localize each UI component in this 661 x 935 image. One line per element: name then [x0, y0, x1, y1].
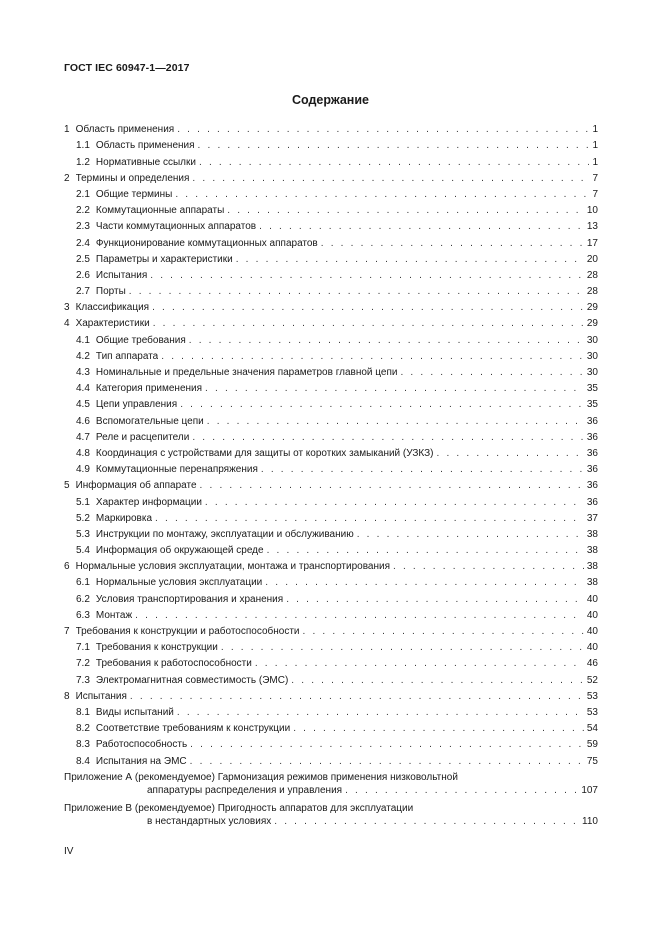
- toc-entry-page: 36: [586, 464, 598, 476]
- toc-entry-label: Части коммутационных аппаратов: [95, 221, 257, 233]
- toc-entry-page: 37: [586, 512, 598, 524]
- toc-entry-number: 4.2: [76, 350, 90, 362]
- toc-dot-leader: [261, 464, 584, 476]
- toc-entry-page: 1: [592, 140, 598, 152]
- toc-entry-number: 8.1: [76, 706, 90, 718]
- toc-entry-number: 2: [64, 172, 70, 184]
- toc-entry[interactable]: [64, 606, 598, 622]
- toc-entry-number: 7.3: [76, 674, 90, 686]
- toc-entry[interactable]: [64, 735, 598, 751]
- toc-entry-number: 6.2: [76, 593, 90, 605]
- toc-entry-label: Координация с устройствами для защиты от коротких замыканий (УЗКЗ): [95, 447, 434, 459]
- toc-entry[interactable]: [64, 250, 598, 266]
- toc-entry-number: 8.4: [76, 755, 90, 767]
- toc-entry[interactable]: [64, 185, 598, 201]
- toc-entry[interactable]: [64, 719, 598, 735]
- toc-entry-number: 1.2: [76, 156, 90, 168]
- toc-entry-number: 2.2: [76, 205, 90, 217]
- toc-entry-page: 30: [586, 334, 598, 346]
- toc-entry-page: 1: [592, 124, 598, 136]
- toc-entry-page: 30: [586, 350, 598, 362]
- toc-dot-leader: [150, 270, 584, 282]
- toc-entry[interactable]: [64, 541, 598, 557]
- toc-entry-number: 2.3: [76, 221, 90, 233]
- appendix-subtitle: аппаратуры распределения и управления: [147, 784, 343, 796]
- toc-entry-label: Виды испытаний: [95, 706, 174, 718]
- toc-entry-page: 29: [586, 318, 598, 330]
- toc-dot-leader: [293, 723, 584, 735]
- toc-entry-page: 29: [586, 302, 598, 314]
- toc-dot-leader: [198, 140, 590, 152]
- toc-entry-number: 2.7: [76, 286, 90, 298]
- toc-entry-page: 28: [586, 269, 598, 281]
- toc-entry-page: 36: [586, 480, 598, 492]
- toc-entry-number: 2.5: [76, 253, 90, 265]
- toc-entry-number: 7.1: [76, 642, 90, 654]
- toc-entry-label: Работоспособность: [95, 739, 188, 751]
- toc-entry-page: 35: [586, 383, 598, 395]
- toc-entry-page: 36: [586, 447, 598, 459]
- toc-entry-page: 36: [586, 496, 598, 508]
- toc-entry[interactable]: [64, 411, 598, 427]
- toc-dot-leader: [161, 351, 584, 363]
- toc-entry-label: Порты: [95, 286, 126, 298]
- toc-appendix-entry[interactable]: [64, 768, 598, 797]
- toc-entry-page: 30: [586, 367, 598, 378]
- toc-entry[interactable]: [64, 266, 598, 282]
- toc-entry-page: 28: [586, 286, 598, 298]
- toc-entry-page: 1: [592, 156, 598, 168]
- toc-entry-label: Условия транспортирования и хранения: [95, 593, 284, 605]
- toc-dot-leader: [255, 658, 584, 670]
- toc-entry-page: 10: [586, 205, 598, 217]
- toc-entry-number: 4.5: [76, 399, 90, 411]
- toc-entry-page: 36: [586, 431, 598, 443]
- toc-entry-page: 40: [586, 609, 598, 621]
- toc-entry[interactable]: [64, 152, 598, 168]
- toc-entry-number: 6.3: [76, 609, 90, 621]
- toc-entry[interactable]: [64, 573, 598, 589]
- toc-dot-leader: [267, 545, 584, 557]
- toc-entry-number: 4.8: [76, 447, 90, 459]
- toc-entry-page: 7: [592, 188, 598, 200]
- toc-dot-leader: [221, 642, 584, 654]
- toc-entry-number: 2.4: [76, 237, 90, 249]
- toc-entry-label: Монтаж: [95, 609, 133, 621]
- toc-entry-label: Коммутационные аппараты: [95, 205, 225, 217]
- toc-entry-number: 4.4: [76, 383, 90, 395]
- toc-entry-number: 4.9: [76, 464, 90, 476]
- toc-dot-leader: [180, 399, 584, 411]
- toc-dot-leader: [265, 577, 584, 589]
- toc-entry-page: 17: [586, 237, 598, 249]
- toc-entry-label: Область применения: [75, 124, 175, 136]
- toc-entry[interactable]: [64, 703, 598, 719]
- toc-entry-number: 8.3: [76, 739, 90, 751]
- toc-dot-leader: [190, 739, 584, 751]
- toc-entry[interactable]: [64, 638, 598, 654]
- toc-dot-leader: [321, 238, 584, 250]
- toc-dot-leader: [135, 610, 584, 622]
- toc-entry-page: 53: [586, 690, 598, 702]
- toc-dot-leader: [207, 416, 584, 428]
- toc-entry-label: Коммутационные перенапряжения: [95, 464, 258, 476]
- toc-entry[interactable]: [64, 557, 598, 573]
- toc-entry-page: 110: [582, 815, 598, 827]
- toc-dot-leader: [393, 561, 584, 573]
- appendix-title-line: Приложение В (рекомендуемое) Пригодность аппаратов для эксплуатации: [64, 802, 414, 814]
- toc-entry-number: 5.1: [76, 496, 90, 508]
- toc-dot-leader: [437, 448, 584, 460]
- toc-entry-page: 38: [586, 528, 598, 540]
- toc-entry-label: Характеристики: [75, 318, 150, 330]
- toc-entry-label: Параметры и характеристики: [95, 253, 233, 265]
- toc-entry-page: 54: [586, 723, 598, 735]
- toc-entry-label: Испытания: [75, 690, 127, 702]
- toc-entry-label: Требования к конструкции и работоспособности: [75, 626, 300, 637]
- toc-entry-label: Классификация: [75, 302, 150, 314]
- toc-entry-label: Номинальные и предельные значения параметров главной цепи: [95, 367, 398, 378]
- appendix-subtitle: в нестандартных условиях: [147, 815, 272, 827]
- toc-dot-leader: [130, 691, 584, 703]
- appendix-title-line: Приложение А (рекомендуемое) Гармонизация режимов применения низковольтной: [64, 771, 458, 783]
- toc-entry-number: 4.1: [76, 334, 90, 346]
- toc-entry-label: Характер информации: [95, 496, 202, 508]
- page-number: IV: [64, 846, 74, 857]
- toc-entry-number: 8: [64, 690, 70, 702]
- toc-entry-page: 35: [586, 399, 598, 411]
- toc-dot-leader: [205, 383, 584, 395]
- appendix-title-continuation: [64, 815, 598, 828]
- toc-entry-label: Область применения: [95, 140, 195, 152]
- toc-entry-page: 7: [592, 172, 598, 184]
- toc-dot-leader: [345, 784, 578, 797]
- toc-dot-leader: [175, 189, 589, 201]
- toc-entry-label: Нормальные условия эксплуатации: [95, 577, 263, 589]
- toc-entry-number: 4.6: [76, 415, 90, 427]
- toc-dot-leader: [400, 367, 583, 379]
- toc-entry[interactable]: [64, 476, 598, 492]
- toc-entry-number: 6: [64, 561, 70, 573]
- toc-entry[interactable]: [64, 428, 598, 444]
- toc-dot-leader: [177, 124, 589, 136]
- toc-dot-leader: [189, 335, 584, 347]
- toc-dot-leader: [205, 497, 584, 509]
- toc-dot-leader: [291, 675, 584, 687]
- toc-dot-leader: [190, 756, 584, 768]
- toc-entry[interactable]: [64, 460, 598, 476]
- toc-entry-page: 59: [586, 739, 598, 751]
- toc-dot-leader: [153, 318, 584, 330]
- toc-entry[interactable]: [64, 395, 598, 411]
- toc-entry-page: 38: [586, 545, 598, 557]
- toc-dot-leader: [192, 173, 589, 185]
- toc-entry-number: 1.1: [76, 140, 90, 152]
- toc-entry[interactable]: [64, 379, 598, 395]
- toc-entry-label: Цепи управления: [95, 399, 178, 411]
- toc-entry[interactable]: [64, 298, 598, 314]
- toc-dot-leader: [303, 626, 584, 638]
- toc-entry-number: 5.4: [76, 545, 90, 557]
- toc-entry[interactable]: [64, 622, 598, 638]
- toc-entry-page: 53: [586, 706, 598, 718]
- document-code: ГОСТ IEC 60947-1—2017: [64, 62, 190, 74]
- toc-dot-leader: [155, 513, 584, 525]
- toc-entry[interactable]: [64, 363, 598, 379]
- toc-entry-page: 13: [586, 221, 598, 233]
- toc-entry-label: Вспомогательные цепи: [95, 415, 204, 427]
- toc-entry[interactable]: [64, 525, 598, 541]
- toc-entry-label: Испытания на ЭМС: [95, 755, 187, 767]
- toc-entry-page: 38: [586, 561, 598, 573]
- toc-entry[interactable]: [64, 687, 598, 703]
- toc-entry-number: 5.2: [76, 512, 90, 524]
- toc-entry-label: Реле и расцепители: [95, 431, 190, 443]
- toc-dot-leader: [227, 205, 584, 217]
- toc-entry[interactable]: [64, 169, 598, 185]
- toc-entry-label: Требования к работоспособности: [95, 658, 252, 670]
- toc-entry[interactable]: [64, 670, 598, 686]
- toc-title: Содержание: [291, 93, 369, 107]
- toc-dot-leader: [152, 302, 584, 314]
- toc-appendix-entry[interactable]: [64, 799, 598, 828]
- toc-entry[interactable]: [64, 233, 598, 249]
- toc-entry[interactable]: [64, 217, 598, 233]
- toc-entry-number: 7: [64, 626, 70, 637]
- toc-entry-page: 40: [586, 642, 598, 654]
- toc-dot-leader: [286, 594, 584, 606]
- toc-entry[interactable]: [64, 347, 598, 363]
- toc-dot-leader: [129, 286, 584, 298]
- toc-entry-number: 4.3: [76, 367, 90, 378]
- toc-entry-number: 8.2: [76, 723, 90, 735]
- toc-entry-label: Термины и определения: [75, 172, 190, 184]
- toc-dot-leader: [236, 254, 584, 266]
- toc-entry-number: 4: [64, 318, 70, 330]
- toc-entry[interactable]: [64, 282, 598, 298]
- toc-dot-leader: [199, 157, 589, 169]
- toc-entry[interactable]: [64, 492, 598, 508]
- toc-entry-page: 20: [586, 253, 598, 265]
- toc-dot-leader: [259, 221, 584, 233]
- toc-entry-number: 2.1: [76, 188, 90, 200]
- toc-entry-page: 107: [581, 784, 598, 796]
- toc-entry-label: Общие термины: [95, 188, 173, 200]
- toc-entry-page: 36: [586, 415, 598, 427]
- toc-entry-label: Инструкции по монтажу, эксплуатации и обслуживанию: [95, 528, 354, 540]
- toc-entry-page: 75: [586, 755, 598, 767]
- toc-entry-label: Общие требования: [95, 334, 186, 346]
- toc-entry-label: Нормативные ссылки: [95, 156, 196, 168]
- toc-entry-label: Информация об аппарате: [75, 480, 197, 492]
- toc-entry-number: 5.3: [76, 528, 90, 540]
- toc-entry[interactable]: [64, 509, 598, 525]
- toc-entry-label: Требования к конструкции: [95, 642, 218, 654]
- toc-entry-page: 40: [586, 593, 598, 605]
- toc-entry-label: Категория применения: [95, 383, 203, 395]
- toc-entry-label: Испытания: [95, 269, 148, 281]
- toc-entry-number: 5: [64, 480, 70, 492]
- toc-entry-label: Функционирование коммутационных аппаратов: [95, 237, 318, 249]
- toc-entry-page: 38: [586, 577, 598, 589]
- toc-dot-leader: [177, 707, 584, 719]
- toc-entry[interactable]: [64, 589, 598, 605]
- toc-entry[interactable]: [64, 654, 598, 670]
- toc-dot-leader: [274, 815, 579, 828]
- toc-entry-page: 52: [586, 674, 598, 686]
- toc-entry-label: Электромагнитная совместимость (ЭМС): [95, 674, 289, 686]
- toc-entry-number: 3: [64, 302, 70, 314]
- toc-entry-label: Информация об окружающей среде: [95, 545, 264, 557]
- toc-dot-leader: [200, 480, 584, 492]
- toc-dot-leader: [192, 432, 584, 444]
- toc-entry[interactable]: [64, 136, 598, 152]
- toc-entry-page: 46: [586, 658, 598, 670]
- toc-entry-label: Маркировка: [95, 512, 153, 524]
- toc-dot-leader: [357, 529, 584, 541]
- toc-entry[interactable]: [64, 314, 598, 330]
- toc-entry[interactable]: [64, 120, 598, 136]
- toc-entry-label: Тип аппарата: [95, 350, 159, 362]
- toc-entry-number: 2.6: [76, 269, 90, 281]
- toc-entry-number: 6.1: [76, 577, 90, 589]
- toc-entry[interactable]: [64, 444, 598, 460]
- table-of-contents: [64, 120, 598, 830]
- toc-entry-label: Соответствие требованиям к конструкции: [95, 723, 291, 735]
- toc-entry-page: 40: [586, 626, 598, 637]
- toc-entry-number: 4.7: [76, 431, 90, 443]
- toc-entry[interactable]: [64, 751, 598, 767]
- appendix-title-continuation: [64, 784, 598, 797]
- toc-entry[interactable]: [64, 201, 598, 217]
- toc-entry-number: 1: [64, 124, 70, 136]
- toc-entry[interactable]: [64, 330, 598, 346]
- toc-entry-number: 7.2: [76, 658, 90, 670]
- toc-entry-label: Нормальные условия эксплуатации, монтажа и транспортирования: [75, 561, 390, 573]
